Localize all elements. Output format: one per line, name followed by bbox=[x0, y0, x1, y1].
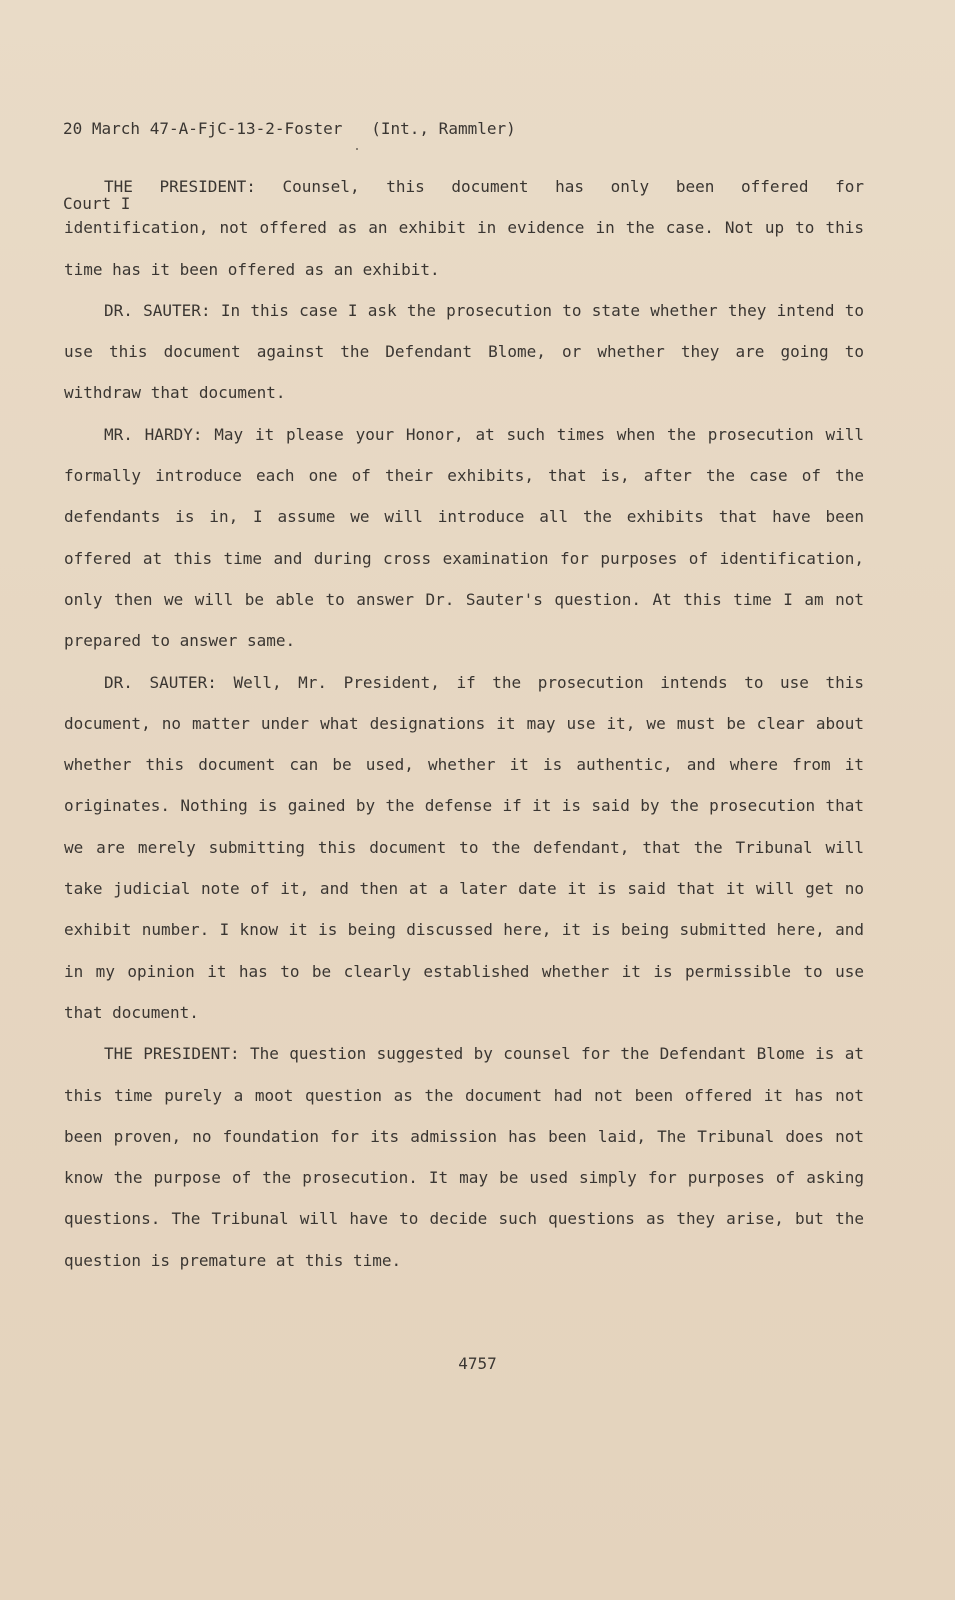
speaker-label: DR. SAUTER: bbox=[104, 672, 217, 692]
paragraph-hardy bbox=[64, 414, 864, 662]
page-number: 4757 bbox=[458, 1354, 497, 1373]
speaker-label: DR. SAUTER: bbox=[104, 300, 211, 320]
transcript-body bbox=[64, 166, 864, 1281]
paragraph-text: The question suggested by counsel for the Defendant Blome is at this time purely a moot question as the document had not been offered it has not been proven, no foundation for its admission has been laid, The Tribunal does not know the purpose of the prosecution. It may be used simply for purposes of asking questions. The Tribunal will have to decide such questions as they arise, but the question is premature at this time. bbox=[64, 1044, 865, 1270]
paragraph-sauter-1 bbox=[64, 290, 864, 414]
paragraph-text: Well, Mr. President, if the prosecution intends to use this document, no matter under what designations it may use it, we must be clear about whether this document can be used, whether it is authentic, and where from it originates. Nothing is gained by the defense if it is said by the prosecution that we are merely submitting this document to the defendant, that the Tribunal will take judicial note of it, and then at a later date it is said that it will get no exhibit number. I know it is being discussed here, it is being submitted here, and in my opinion it has to be clearly established whether it is permissible to use that document. bbox=[64, 672, 865, 1022]
paragraph-president-2 bbox=[64, 1033, 864, 1281]
header-court-line: Court I bbox=[63, 194, 131, 213]
paragraph-sauter-2 bbox=[64, 662, 864, 1034]
paragraph-text: May it please your Honor, at such times when the prosecution will formally introduce each one of their exhibits, that is, after the case of the defendants is in, I assume we will introduce all the exhibits that have been offered at this time and during cross examination for purposes of identification, only then we will be able to answer Dr. Sauter's question. At this time I am not prepared to answer same. bbox=[64, 424, 865, 651]
paragraph-text: Counsel, this document has only been offered for identification, not offered as an exhibit in evidence in the case. Not up to this time has it been offered as an exhibit. bbox=[64, 177, 864, 279]
speaker-label: THE PRESIDENT: bbox=[104, 177, 256, 196]
stray-mark bbox=[356, 148, 358, 150]
speaker-label: THE PRESIDENT: bbox=[104, 1044, 240, 1064]
header-case-line: 20 March 47-A-FjC-13-2-Foster (Int., Rammler) bbox=[63, 119, 516, 138]
speaker-label: MR. HARDY: bbox=[104, 424, 203, 444]
paragraph-text: In this case I ask the prosecution to state whether they intend to use this document against the Defendant Blome, or whether they are going to withdraw that document. bbox=[64, 300, 864, 403]
paragraph-president-1 bbox=[64, 166, 864, 290]
